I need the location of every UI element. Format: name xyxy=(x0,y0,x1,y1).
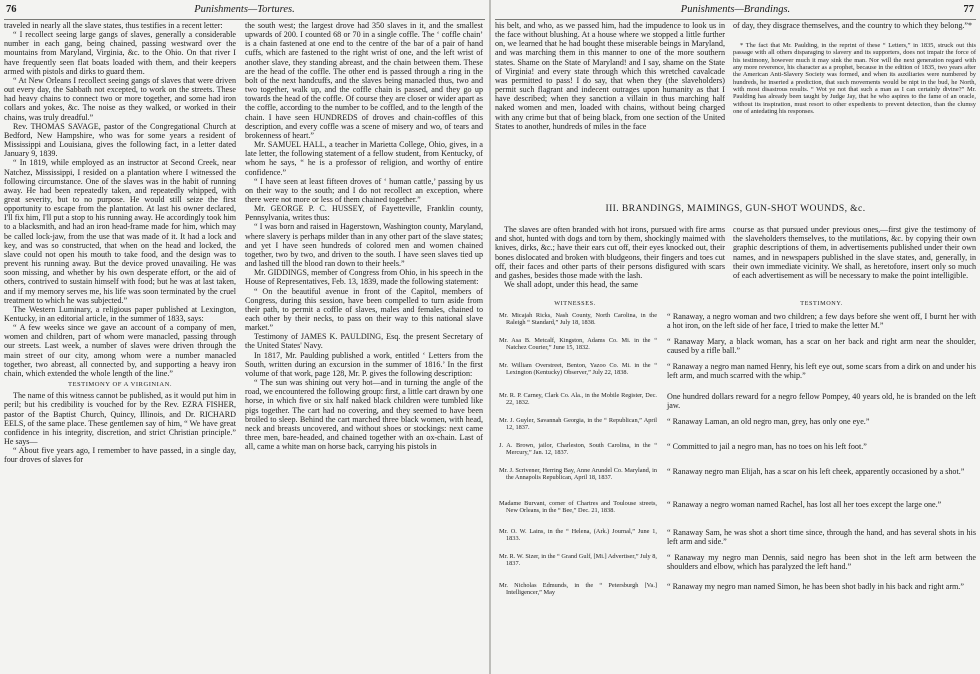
witness-entry xyxy=(499,362,657,376)
witness-entry xyxy=(499,467,657,481)
witness-text: Mr. R. P. Carney, Clark Co. Ala., in the Mobile Register, Dec. 22, 1832. xyxy=(499,392,657,407)
footnote-text: * The fact that Mr. Paulding, in the reprint of these “ Letters,” in 1835, struck out this passage with all others disparaging to slavery and its supporters, does not impair the force of his testimony, however much it may sink the man. Nor will the next generation regard with any more reverence, his character as a prophet, because in the edition of 1835, two years after the American Anti-Slavery Society was formed, and when its auxiliaries were numbered by hundreds, he inserted a prediction, that such movements would be nipt in the bud, he North, with most disastrous results. “ Wot ye not that such a man as I can certainly divine?” Mr. Paulding has already been taught by Judge Jay, that he who aspires to the fame of an oracle, without its inspiration, must resort to other expedients to prevent detection, than the clumsy one of antedating his responses. xyxy=(733,42,976,116)
paragraph: Rev. THOMAS SAVAGE, pastor of the Congregational Church at Bedford, New Hampshire, who was for some years a resident of Mississippi and Louisiana, gives the following fact, in a letter dated January 9, 1839. xyxy=(4,121,236,159)
paragraph: his belt, and who, as we passed him, had the impudence to look us in the face without blushing. At a house where we stopped a little further on, we learned that he had bought these miserable beings in Maryland, and was marching them in this manner to one of the more southern states. Shame on the State of Maryland! and I say, shame on the State of Virginia! and every state through which this wretched cavalcade was permitted to pass! I do say, that when they (the slaveholders) permit such flagrant and indecent outrages upon humanity as that I have described; when they sanction a villain in thus marching half naked women and men, loaded with chains, without being charged with any crime but that of being black, from one section of the United States to another, hundreds of miles in the face xyxy=(495,21,725,131)
witness-entry xyxy=(499,392,657,406)
testimony-entry xyxy=(667,392,976,410)
paragraph: Mr. GIDDINGS, member of Congress from Ohio, in his speech in the House of Representatives, Feb. 13, 1839, made the following statement: xyxy=(245,268,483,287)
witness-text: Mr. O. W. Lains, in the “ Helena, (Ark.) Journal,” June 1, 1833. xyxy=(499,528,657,543)
testimony-text: “ Ranaway Mary, a black woman, has a scar on her back and right arm near the shoulder, caused by a rifle ball.” xyxy=(667,337,976,356)
witness-entry xyxy=(499,312,657,326)
witness-text: Madame Burvant, corner of Chartres and Toulouse streets, New Orleans, in the “ Bee,” Dec. 21, 1838. xyxy=(499,500,657,515)
testimony-text: “ Ranaway Sam, he was shot a short time since, through the hand, and has several shots in his left arm and side.” xyxy=(667,528,976,547)
testimony-entry xyxy=(667,467,976,476)
witness-text: J. A. Brown, jailor, Charleston, South Carolina, in the “ Mercury,” Jan. 12, 1837. xyxy=(499,442,657,457)
section-intro-left xyxy=(495,225,725,289)
testimony-entry xyxy=(667,442,976,451)
section-title: III. BRANDINGS, MAIMINGS, GUN-SHOT WOUNDS, &c. xyxy=(605,203,866,214)
witnesses-header: WITNESSES. xyxy=(554,300,596,307)
right-page xyxy=(491,0,980,674)
section-intro-right-text: course as that pursued under previous ones,—first give the testimony of the slaveholders themselves, to the mutilations, &c. by copying their own graphic descriptions of them, in advertisements published under their own names, and in newspapers published in the slave states, and, generally, in their own immediate vicinity. We shall, as heretofore, insert only so much of each advertisement as will be necessary to make the point intelligible. xyxy=(733,225,976,281)
section-intro-right xyxy=(733,225,976,280)
testimony-entry xyxy=(667,500,976,509)
paragraph: In 1817, Mr. Paulding published a work, entitled ‘ Letters from the South, written during an excursion in the summer of 1816.’ In the first volume of that work, page 128, Mr. P. gives the following description: xyxy=(245,350,483,378)
witness-text: Mr. Micajah Ricks, Nash County, North Carolina, in the Raleigh “ Standard,” July 18, 1838. xyxy=(499,312,657,327)
witness-text: Mr. J. Guyler, Savannah Georgia, in the “ Republican,” April 12, 1837. xyxy=(499,417,657,432)
witness-entry xyxy=(499,582,657,596)
left-page xyxy=(0,0,489,674)
witness-entry xyxy=(499,553,657,567)
witness-entry xyxy=(499,528,657,542)
paragraph: the south west; the largest drove had 350 slaves in it, and the smallest upwards of 200. I counted 68 or 70 in a single coffle. The ‘ coffle chain’ is a chain fastened at one end to the centre of the bar of a pair of hand cuffs, which are fastened to the right wrist of one, and the left wrist of another slave, they standing abreast, and the chain between them. These are the head of the coffle. The other end is passed through a ring in the bolt of the next handcuffs, and the slaves being manacled thus, two and two together, walk up, and the coffle chain is passed, and they go up towards the head of the coffle. Of course they are closer or wider apart as the coffle, according to the number to be coffled, and to the length of the chain. I have seen HUNDREDS of droves and chain-coffles of this description, and every coffle was a scene of misery and wo, of tears and brokenness of heart.” xyxy=(245,21,483,140)
left-page-header xyxy=(0,3,489,17)
right-page-number: 77 xyxy=(963,4,974,15)
paragraph: Testimony of JAMES K. PAULDING, Esq. the present Secretary of the United States' Navy. xyxy=(245,332,483,351)
paragraph: The Western Luminary, a religious paper published at Lexington, Kentucky, in an editorial article, in the summer of 1833, says: xyxy=(4,304,236,323)
right-column-2 xyxy=(733,21,976,41)
witness-entry xyxy=(499,442,657,456)
paragraph: traveled in nearly all the slave states, thus testifies in a recent letter: xyxy=(4,21,223,30)
paragraph: The name of this witness cannot be published, as it would put him in peril; but his credibility is vouched for by the Rev. EZRA FISHER, pastor of the Baptist Church, Quincy, Illinois, and Dr. RICHARD EELS, of the same place. These gentlemen say of him, “ We have great confidence in his integrity, discretion, and strict Christian principle.” He says— xyxy=(4,391,236,447)
testimony-entry xyxy=(667,312,976,330)
left-page-number: 76 xyxy=(6,4,17,15)
witness-text: Mr. J. Scrivener, Herring Bay, Anne Arundel Co. Maryland, in the Annapolis Republican, April 18, 1837. xyxy=(499,467,657,482)
testimony-entry xyxy=(667,417,976,426)
witness-text: Mr. William Overstreet, Benton, Yazoo Co. Mi. in the “ Lexington (Kentucky) Observer,” July 22, 1838. xyxy=(499,362,657,377)
paragraph: “ In 1819, while employed as an instructor at Second Creek, near Natchez, Mississippi, I resided on a plantation where I witnessed the following circumstance. One of the slaves was in the habit of running away. He had been repeatedly taken, and repeatedly whipped, with great severity, but to no purpose. He would still seize the first opportunity to escape from the plantation. At last his owner declared, I'll fix him, I'll put a stop to his running away. He accordingly took him to a blacksmith, and had an iron head-frame made for him, which may be called lock-jaw, from the use that was made of it. It had a lock and key, and was so constructed, that when on the head and locked, the slave could not open his mouth to take food, and the design was to prevent his running away. But the device proved unavailing. He was soon missing, and whether by his own desperate effort, or the aid of others, contrived to sustain himself with food; but he was at last taken, and if my memory serves me, his life was soon terminated by the cruel treatment to which he was subjected.” xyxy=(4,158,236,305)
right-running-head: Punishments—Brandings. xyxy=(680,4,791,15)
testimony-entry xyxy=(667,337,976,355)
testimony-entry xyxy=(667,553,976,571)
paragraph: “ I recollect seeing large gangs of slaves, generally a considerable number in each gang, being chained, passing westward over the mountains from Maryland, Virginia, &c. to the Ohio. On that river I have frequently seen flat boats loaded with them, and their keepers armed with pistols and dirks to guard them. xyxy=(4,30,236,76)
testimony-header: TESTIMONY. xyxy=(800,300,843,307)
right-column-1 xyxy=(495,21,725,191)
testimony-text: “ Committed to jail a negro man, has no toes on his left foot.” xyxy=(667,442,867,451)
paragraph: “ At New Orleans I recollect seeing gangs of slaves that were driven out every day, the Sabbath not excepted, to work on the streets. These had heavy chains to connect two or more together, and some had iron collars and yokes, &c. The noise as they walked, or worked in their chains, was truly dreadful.” xyxy=(4,75,236,122)
testimony-entry xyxy=(667,582,976,591)
witness-entry xyxy=(499,500,657,514)
testimony-entry xyxy=(667,528,976,546)
testimony-text: One hundred dollars reward for a negro fellow Pompey, 40 years old, he is branded on the left jaw. xyxy=(667,392,976,411)
witness-entry xyxy=(499,337,657,351)
testimony-entry xyxy=(667,362,976,380)
section-intro-last: We shall adopt, under this head, the same xyxy=(504,280,638,290)
testimony-text: “ Ranaway my negro man Dennis, said negro has been shot in the left arm between the shoulders and elbow, which has paralyzed the left hand.” xyxy=(667,553,976,572)
paragraph: “ On the beautiful avenue in front of the Capitol, members of Congress, during this session, have been compelled to turn aside from their path, to permit a coffle of slaves, males and females, chained to each other by their necks, to pass on their way to this national slave market.” xyxy=(245,286,483,333)
paragraph: “ A few weeks since we gave an account of a company of men, women and children, part of whom were manacled, passing through our streets. Last week, a number of slaves were driven through the main street of our city, among whom were a number manacled together, two abreast, all connected by, and supporting a heavy iron chain, which extended the whole length of the line.” xyxy=(4,323,236,378)
paragraph: “ About five years ago, I remember to have passed, in a single day, four droves of slaves for xyxy=(4,446,236,465)
testimony-text: “ Ranaway negro man Elijah, has a scar on his left cheek, apparently occasioned by a shot.” xyxy=(667,467,965,476)
section-intro-text: The slaves are often branded with hot irons, pursued with fire arms and shot, hunted with dogs and torn by them, shockingly maimed with knives, dirks, &c.; have their ears cut off, their eyes knocked out, their bones dislocated and broken with bludgeons, their fingers and toes cut off, their faces and other parts of their persons disfigured with scars and gashes, besides those made with the lash. xyxy=(495,225,725,281)
left-header-rule xyxy=(4,19,485,20)
paragraph: TESTIMONY OF A VIRGINIAN. xyxy=(67,381,173,389)
testimony-text: “ Ranaway a negro man named Henry, his left eye out, some scars from a dirk on and under his left arm, and much scarred with the whip.” xyxy=(667,362,976,381)
left-column-1 xyxy=(4,21,236,672)
paragraph: “ The sun was shining out very hot—and in turning the angle of the road, we encountered the following group: first, a little cart drawn by one horse, in which five or six half naked black children were tumbled like pigs together. The cart had no covering, and they seemed to have been broiled to sleep. Behind the cart marched three black women, with head, neck and breasts uncovered, and without shoes or stockings: next came three men, bare-headed, and chained together with an ox-chain. Last of all, came a white man on horse back, carrying his pistols in xyxy=(245,378,483,452)
paragraph: Mr. SAMUEL HALL, a teacher in Marietta College, Ohio, gives, in a late letter, the following statement of a fellow student, from Kentucky, of whom he says, “ he is a professor of religion, and worthy of entire confidence.” xyxy=(245,140,483,177)
witness-entry xyxy=(499,417,657,431)
paragraph: “ I was born and raised in Hagerstown, Washington county, Maryland, where slavery is perhaps milder than in any other part of the slave states; and yet I have seen hundreds of colored men and women chained together, two by two, and driven to the south. I have seen slaves tied up and lashed till the blood ran down to their heels.” xyxy=(245,222,483,269)
right-page-header xyxy=(491,3,980,17)
witness-text: Mr. R. W. Sizer, in the “ Grand Gulf, [Mi.] Advertiser,” July 8, 1837. xyxy=(499,553,657,568)
left-running-head: Punishments—Tortures. xyxy=(194,4,295,15)
witness-text: Mr. Nicholas Edmunds, in the “ Petersburgh [Va.] Intelligencer,” May xyxy=(499,582,657,597)
left-column-2 xyxy=(245,21,483,672)
testimony-text: “ Ranaway my negro man named Simon, he has been shot badly in his back and right arm.” xyxy=(667,582,964,591)
right-header-rule xyxy=(495,19,976,20)
witness-text: Mr. Asa B. Metcalf, Kingston, Adams Co. Mi. in the “ Natchez Courier,” June 15, 1832. xyxy=(499,337,657,352)
paragraph: Mr. GEORGE P. C. HUSSEY, of Fayetteville, Franklin county, Pennsylvania, writes thus: xyxy=(245,204,483,223)
paragraph: “ I have seen at least fifteen droves of ‘ human cattle,’ passing by us on their way to the south; and I do not recollect an exception, where there were not more or less of them chained together.” xyxy=(245,176,483,204)
testimony-text: “ Ranaway Laman, an old negro man, grey, has only one eye.” xyxy=(667,417,870,426)
footnote xyxy=(733,42,976,192)
testimony-text: “ Ranaway, a negro woman and two children; a few days before she went off, I burnt her with a hot iron, on the left side of her face, I tried to make the letter M.” xyxy=(667,312,976,331)
testimony-text: “ Ranaway a negro woman named Rachel, has lost all her toes except the large one.” xyxy=(667,500,942,509)
paragraph: of day, they disgrace themselves, and the country to which they belong.”* xyxy=(733,21,973,30)
